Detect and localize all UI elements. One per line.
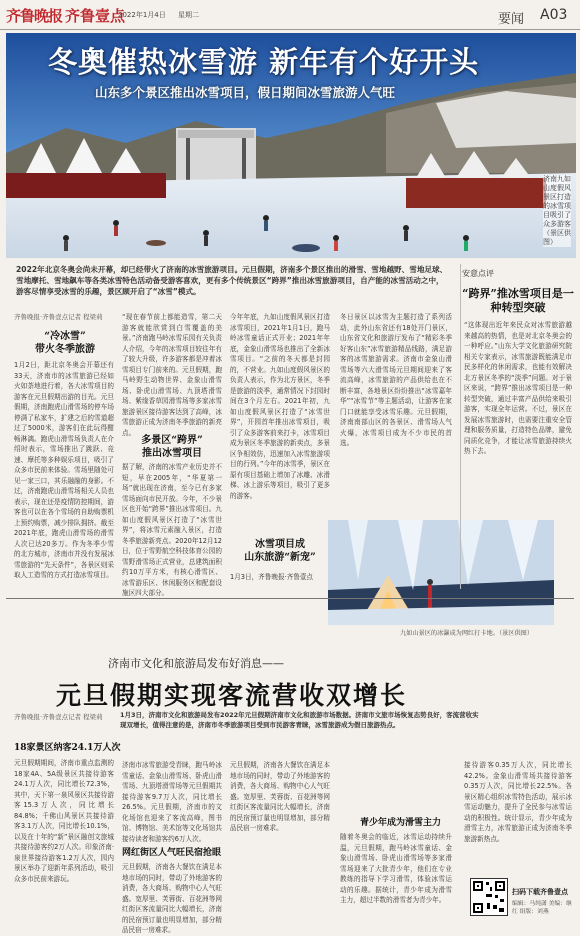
article-subtitle-1 bbox=[20, 330, 110, 356]
article-column-1: 1月2日，距北京冬奥会开幕还有33天，济南市的冰雪旅游已经如火如荼地进行着，各大冰雪项目的游客在元旦假期出游的目光。元旦假期，济南跑虎山滑雪场的停车场停满了私家车，扩建之后的雪道超过了5000米，游客们在此玩得酣畅淋漓。跑虎山滑雪场负责人在介绍时表示，雪场推出了跳跃、竞速、摩托等多种娱乐项目，吸引了众多市民前来体验。雪场里随处可见一家三口，其乐融融的身影。不过，济南跑虎山滑雪场相关人员也表示，现在还是疫情防控期间，游客也可以在各个雪场的自助购票机上预约购票，减少排队拥挤。截至2021年底，跑虎山滑雪场的滑雪人次已达20多万。作为冬季少雪的北方城市，济南市并没有发展冰雪旅游的“先天条件”，各景区则采取人工造雪的方式打造冰雪项目。 bbox=[14, 361, 114, 579]
newspaper-logo: 齐鲁晚报 bbox=[6, 7, 63, 25]
bottom-column-5: 接待游客0.35万人次，同比增长42.2%。金象山滑雪场共接待游客0.35万人次，同比增长22.5%。各景区精心组织冰雪特色活动，展示冰雪运动魅力，提升了全民参与冰雪运动的积极性。统计显示，青少年成为滑雪主力，冰雪旅游正成为济南冬季旅游新热点。 bbox=[464, 761, 572, 843]
subtitle-line: 带火冬季旅游 bbox=[35, 344, 95, 355]
qr-caption: 扫码下载齐鲁壹点 bbox=[512, 888, 568, 896]
subtitle-line: 推出冰雪项目 bbox=[142, 448, 202, 459]
issue-date: 2022年1月4日 bbox=[118, 11, 166, 19]
bottom-lead: 1月3日，济南市文化和旅游局发布2022年元旦假期济南市文化和旅游市场数据。济南市文旅市场恢复态势良好，客流营收实现双增长，值得注意的是，济南市冬季旅游项目受到市民游客青睐，冰雪旅游成为假日旅游热点。 bbox=[120, 711, 479, 729]
article-subtitle-3 bbox=[230, 538, 330, 564]
bottom-subtitle-3: 青少年成为滑雪主力 bbox=[360, 818, 442, 828]
subtitle-line: 山东旅游“新宠” bbox=[244, 552, 316, 563]
editor-credits: 编辑：马纯潇 美编：继红 组版：刘燕 bbox=[512, 901, 572, 915]
article-column-3: 今年年底，九如山度假风景区打造冰雪项目，2021年1月1日，跑马岭冰雪童话正式开业；2021年年底，金象山滑雪场也推出了全新冰雪项目。“之前的冬天都是封园的，不营业。九如山度假风景区的负责人表示，作为北方景区，冬季是旅游的淡季，通常情况下封园时间在3个月左右。2021年初，九如山度假风景区打造了“冰雪世界”，开园首年推出冰雪项目，吸引了众多游客前来打卡，冰雪项目成为景区冬季旅游的新卖点，多景区争相效仿，迅速加入冰雪旅游项目的行列。”今年的冰雪季，景区在原有项目基础上增加了冰雕、冰滑梯、冰上游乐等项目，吸引了更多的游客。 bbox=[230, 313, 330, 500]
bottom-byline: 齐鲁晚报·齐鲁壹点记者 程梁莉 bbox=[14, 713, 103, 721]
app-logo: 齐鲁壹点 bbox=[65, 7, 126, 25]
bottom-subtitle-1: 18家景区纳客24.1万人次 bbox=[14, 743, 121, 753]
subheadline: 山东多个景区推出冰雪项目，假日期间冰雪旅游人气旺 bbox=[95, 85, 396, 100]
bottom-subtitle-2: 网红街区人气旺民宿抢眼 bbox=[122, 848, 222, 858]
section-label: 要闻 bbox=[498, 12, 525, 27]
article-column-4: 冬日景区以冰雪为主题打造了系列活动，此外山东省还有18处开门景区，山东省文化和旅游厅发布了“精彩冬季 好客山东”冰雪旅游精品线路，满足游客的冰雪旅游需求。济南市金象山滑雪场等六大滑雪场元旦期间迎来了客流高峰，冰雪旅游的产品供给也在不断丰富，各地景区纷纷推出“冰雪嘉年华”“冰雪节”等主题活动，让游客在家门口就能享受冰雪乐趣。元旦假期，济南南部山区的各景区、滑雪场人气火爆，冰雪项目成为不少市民的首选。 bbox=[340, 313, 452, 447]
bottom-column-2: 济南市冰雪旅游受青睐，跑马岭冰雪童话、金象山滑雪场、卧虎山滑雪场、九顶塔滑雪场等元旦假期共接待游客9.7万人次，同比增长26.5%。元旦假期，济南市的文化场馆也迎来了客流高峰，图书馆、博物馆、美术馆等文化场馆共接待读者和游客约6万人次。 bbox=[122, 761, 222, 843]
page-number: A03 bbox=[540, 7, 568, 23]
article-subtitle-2 bbox=[122, 434, 222, 460]
bottom-headline: 元旦假期实现客流营收双增长 bbox=[56, 681, 408, 710]
article-column-3-bottom: 1月3日，齐鲁晚报·齐鲁壹点 bbox=[230, 573, 314, 581]
hero-photo-caption: 济南九如山度假风景区打造的冰雪项目吸引了众多游客（景区供图） bbox=[543, 175, 571, 246]
subtitle-line: 冰雪项目成 bbox=[255, 539, 305, 550]
bottom-column-4: 随着冬奥会的临近，冰雪运动持续升温，元旦假期，跑马岭冰雪童话、金象山滑雪场、卧虎山滑雪场等多家滑雪场迎来了大批青少年，他们在专业教练的指导下学习滑雪，体验冰雪运动的乐趣。据统计，青少年成为滑雪主力，超过半数的滑雪者为青少年。 bbox=[340, 833, 452, 904]
bottom-kicker: 济南市文化和旅游局发布好消息—— bbox=[108, 657, 284, 670]
bottom-column-1: 元旦假期期间，济南市重点监测的18家4A、5A级景区共接待游客24.1万人次，同比增长72.3%，其中，天下第一泉风景区共接待游客15.3万人次，同比增长84.8%；千佛山风景区共接待游客3.1万人次，同比增长10.1%，以及在十年的“新”景区融创文旅城共接待游客约2万人次。印象济南·泉世界接待游客1.2万人次，园内景区举办了迎新年系列活动，吸引众多市民前来游玩。 bbox=[14, 759, 114, 883]
issue-weekday: 星期二 bbox=[178, 11, 199, 19]
ice-waterfall-caption: 九如山景区的冰瀑成为网红打卡地。（景区供图） bbox=[400, 630, 534, 637]
commentary-label: 安意点评 bbox=[462, 269, 494, 278]
article-column-2-bottom: 据了解，济南的冰雪产业历史并不短，早在2005年，“华夏第一场”就出现在济南，至今已有多家雪场面向市民开放。今年，不少景区也开始“跨界”推出冰雪项目。九如山度假风景区打造了“冰雪世界”，将冰雪元素融入景区，打造冬季旅游新亮点。2020年12月12日，位于雪野航空科技体育公园的雪野滑雪场正式营业，总建筑面积约10万平方米，有核心滑雪区、冰雪游乐区、休闲服务区和配套设施区四大部分。 bbox=[122, 463, 222, 597]
subtitle-line: “冷冰雪” bbox=[44, 331, 86, 342]
article-column-2-top: “现在春节前上都能造雪，第二天游客就能欣赏到白雪覆盖的美景。”济南跑马岭冰雪乐园有关负责人介绍，今年的冰雪项目较往年有了较大升级，许多游客都是冲着冰雪项目专门前来的。元旦假期，跑马岭野生动物世界、金象山滑雪场、卧虎山滑雪场、九顶塔滑雪场、紫缘香草园滑雪场等多家冰雪旅游景区接待游客达到了高峰，冰雪旅游正成为济南冬季旅游的新亮点。 bbox=[122, 313, 222, 437]
section-divider bbox=[6, 598, 574, 599]
qr-code-icon[interactable] bbox=[470, 878, 508, 916]
commentary-title: “跨界”推冰雪项目是一种转型突破 bbox=[462, 287, 574, 314]
byline: 齐鲁晚报·齐鲁壹点记者 程梁莉 bbox=[14, 313, 103, 321]
intro-paragraph: 2022年北京冬奥会尚未开幕，却已经带火了济南的冰雪旅游项目。元旦假期，济南多个景区推出的滑雪、雪地越野、雪地足球、雪地摩托、雪地飙车等各类冰雪特色活动备受游客喜欢，更有多个传统景区“跨界”推出冰雪旅游项目，自产能的冰雪活动之中，游客尽情享受冰雪的乐趣，景区顾开启了“冰雪”模式。 bbox=[16, 265, 448, 296]
bottom-column-2b: 元旦假期，济南各大餐饮在满足本地市场的同时，带动了外地游客的消费，各大商场、购物中心人气旺盛。宽厚里、芙蓉街、百花洲等网红街区客流量同比大幅增长，济南的民宿预订量也明显增加，部分精品民宿一房难求。 bbox=[122, 863, 222, 934]
commentary-body: “这体现出近年来民众对冰雪旅游越来越高的热情，也是对北京冬奥会的一种呼应。”山东大学文化旅游研究院相关专家表示，冰雪旅游既能满足市民多样化的休闲需求，也能有效解决北方景区冬季的“淡季”问题。对于景区来说，“跨界”推出冰雪项目是一种转型突破，通过丰富产品供给来吸引游客，实现全年运营。不过，景区在发展冰雪旅游时，也需要注重安全管理和服务质量，打造特色品牌，避免同质化竞争，才能让冰雪旅游持续火热下去。 bbox=[464, 321, 572, 455]
subtitle-line: 多景区“跨界” bbox=[141, 435, 203, 446]
headline: 冬奥催热冰雪游 新年有个好开头 bbox=[48, 45, 480, 79]
bottom-column-3: 元旦假期，济南各大餐饮在满足本地市场的同时，带动了外地游客的消费，各大商场、购物中心人气旺盛。宽厚里、芙蓉街、百花洲等网红街区客流量同比大幅增长，济南的民宿预订量也明显增加，部分精品民宿一房难求。 bbox=[230, 761, 330, 832]
